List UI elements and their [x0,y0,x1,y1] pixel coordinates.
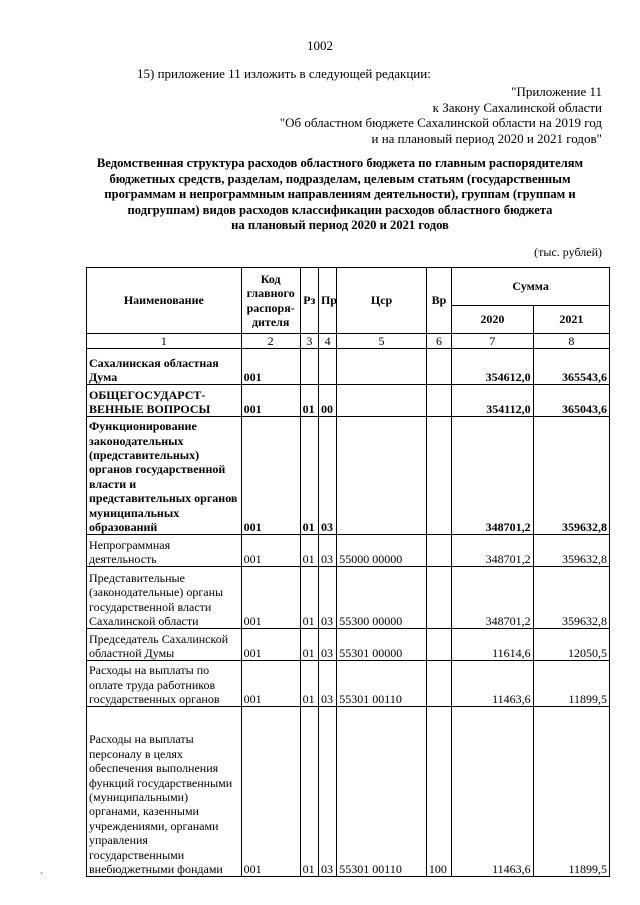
table-row [87,707,610,877]
cell-rz: 01 [300,661,318,707]
appendix-line-3: "Об областном бюджете Сахалинской области на 2019 год [279,115,602,130]
title-line-5: на плановый период 2020 и 2021 годов [231,218,449,233]
cell-vr [426,349,451,385]
cell-csr: 55000 00000 [337,535,427,567]
cell-vr [426,629,451,661]
cell-code: 001 [241,417,300,535]
cell-v2021: 11899,5 [533,661,609,707]
table-row [87,567,610,629]
appendix-line-4: и на плановый период 2020 и 2021 годов" [371,130,602,146]
cell-rz: 01 [300,535,318,567]
cell-v2021: 359632,8 [533,535,609,567]
header-sum: Сумма [452,268,610,306]
cell-code: 001 [241,661,300,707]
cell-vr [426,567,451,629]
cell-v2021: 12050,5 [533,629,609,661]
cell-v2020: 348701,2 [452,535,533,567]
cell-name: ОБЩЕГОСУДАРСТ-ВЕННЫЕ ВОПРОСЫ [87,385,242,417]
col-number: 4 [318,334,336,349]
table-row [87,417,610,535]
cell-code: 001 [241,707,300,877]
header-vr: Вр [426,268,451,334]
cell-name: Представительные (законодательные) органы государственной власти Сахалинской области [87,567,242,629]
title-line-3: программам и непрограммным направлениям деятельности), группам (группам и [104,187,576,202]
cell-csr: 55300 00000 [337,567,427,629]
cell-name: Расходы на выплаты по оплате труда работников государственных органов [87,661,242,707]
col-number: 1 [87,334,242,349]
cell-csr [337,385,427,417]
cell-pr: 03 [318,707,336,877]
cell-rz [300,349,318,385]
cell-rz: 01 [300,417,318,535]
title-line-1: Ведомственная структура расходов областного бюджета по главным распорядителям [96,156,584,170]
appendix-line-1: "Приложение 11 [511,84,602,99]
col-number: 6 [426,334,451,349]
cell-v2020: 11614,6 [452,629,533,661]
cell-v2020: 348701,2 [452,567,533,629]
table-row [87,385,610,417]
title-line-2: бюджетных средств, разделам, подразделам, целевым статьям (государственным [109,171,571,186]
cell-name: Расходы на выплаты персоналу в целях обеспечения выполнения функций государственными (муниципальными) органами, казенными учреждениями, органами управления государственными внебюджетными фондами [87,707,242,877]
title-line-4: подгруппам) видов расходов классификации расходов областного бюджета [127,202,553,217]
cell-name: Председатель Сахалинской областной Думы [87,629,242,661]
table-row [87,629,610,661]
header-code: Код главного распоря-дителя [241,268,300,334]
cell-code: 001 [241,349,300,385]
cell-vr [426,535,451,567]
cell-csr: 55301 00000 [337,629,427,661]
cell-v2020: 354612,0 [452,349,533,385]
header-rz: Рз [300,268,318,334]
col-number: 7 [452,334,533,349]
cell-name: Функционирование законодательных (представительных) органов государственной власти и представительных органов муниципальных образований [87,417,242,535]
appendix-line-2: к Закону Сахалинской области [432,99,602,115]
cell-csr [337,417,427,535]
table-row [87,661,610,707]
cell-pr: 03 [318,629,336,661]
table-row [87,349,610,385]
col-number: 2 [241,334,300,349]
appendix-reference [280,84,602,146]
col-number: 5 [337,334,427,349]
cell-vr [426,385,451,417]
cell-code: 001 [241,567,300,629]
cell-vr [426,661,451,707]
cell-code: 001 [241,535,300,567]
budget-table [86,267,610,877]
cell-v2020: 11463,6 [452,661,533,707]
document-title [80,156,600,234]
units-label: (тыс. рублей) [534,245,602,259]
cell-code: 001 [241,385,300,417]
scan-mark: ` [40,872,44,883]
cell-v2021: 359632,8 [533,417,609,535]
cell-pr: 03 [318,567,336,629]
col-number: 3 [300,334,318,349]
intro-text: 15) приложение 11 изложить в следующей редакции: [137,66,431,81]
header-pr: Пр [318,268,336,334]
cell-rz: 01 [300,385,318,417]
table-row [87,535,610,567]
cell-v2021: 11899,5 [533,707,609,877]
cell-csr: 55301 00110 [337,707,427,877]
cell-pr: 03 [318,535,336,567]
cell-pr: 03 [318,661,336,707]
cell-v2021: 365543,6 [533,349,609,385]
cell-name: Непрограммная деятельность [87,535,242,567]
header-name: Наименование [87,268,242,334]
page-number: 1002 [307,38,333,53]
cell-pr [318,349,336,385]
cell-v2020: 348701,2 [452,417,533,535]
cell-v2021: 359632,8 [533,567,609,629]
cell-vr [426,417,451,535]
cell-csr: 55301 00110 [337,661,427,707]
header-2020: 2020 [452,306,533,334]
cell-v2020: 354112,0 [452,385,533,417]
header-csr: Цср [337,268,427,334]
cell-pr: 03 [318,417,336,535]
cell-v2020: 11463,6 [452,707,533,877]
cell-csr [337,349,427,385]
cell-v2021: 365043,6 [533,385,609,417]
cell-rz: 01 [300,629,318,661]
header-2021: 2021 [533,306,609,334]
cell-vr: 100 [426,707,451,877]
cell-code: 001 [241,629,300,661]
cell-name: Сахалинская областная Дума [87,349,242,385]
cell-rz: 01 [300,567,318,629]
table-body [87,349,610,877]
col-number: 8 [533,334,609,349]
cell-rz: 01 [300,707,318,877]
cell-pr: 00 [318,385,336,417]
